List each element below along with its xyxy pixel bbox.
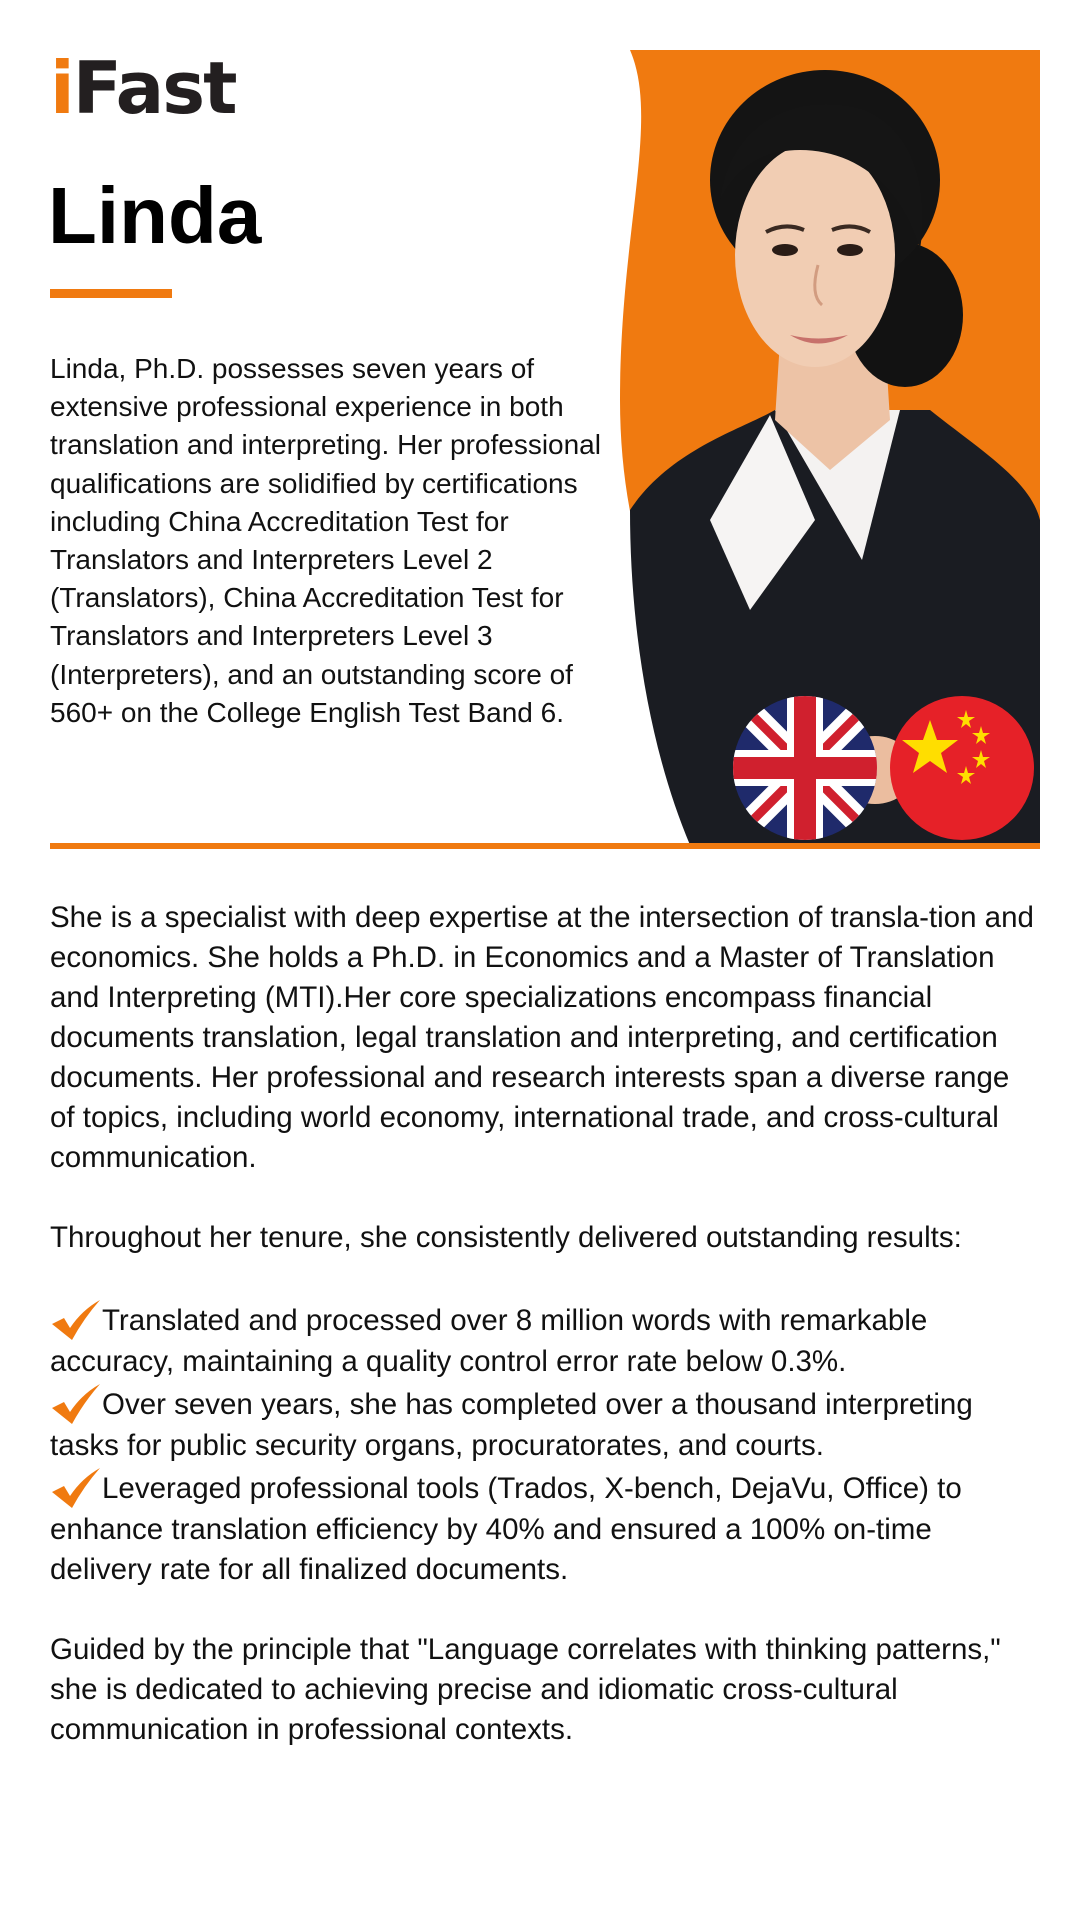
uk-flag-icon xyxy=(733,696,877,840)
ifast-logo xyxy=(50,46,236,130)
achievement-item xyxy=(50,1466,1040,1590)
achievement-item xyxy=(50,1298,1040,1382)
profile-name: Linda xyxy=(48,171,262,260)
logo-text: Fast xyxy=(72,46,236,130)
portrait-photo xyxy=(600,50,1040,845)
results-intro: Throughout her tenure, she consistently delivered outstanding results: xyxy=(50,1221,962,1254)
logo-i: i xyxy=(50,46,73,130)
profile-body xyxy=(50,898,1040,1750)
checkmark-icon xyxy=(50,1382,102,1426)
achievement-text: Leveraged professional tools (Trados, X-bench, DejaVu, Office) to enhance translation efficiency by 40% and ensured a 100% on-time delivery rate for all finalized documents. xyxy=(50,1472,962,1586)
closing-paragraph: Guided by the principle that "Language correlates with thinking patterns," she is dedicated to achieving precise and idiomatic cross-cultural communication in professional contexts. xyxy=(50,1633,1001,1746)
profile-intro: Linda, Ph.D. possesses seven years of extensive professional experience in both translation and interpreting. Her professional qualifications are solidified by certifications including China Accreditation Test for Translators and Interpreters Level 2 (Translators), China Accreditation Test for Translators and Interpreters Level 3 (Interpreters), and an outstanding score of 560+ on the College English Test Band 6. xyxy=(50,353,601,728)
checkmark-icon xyxy=(50,1298,102,1342)
section-divider xyxy=(50,843,1040,849)
specialist-paragraph: She is a specialist with deep expertise at the intersection of transla-tion and economics. She holds a Ph.D. in Economics and a Master of Translation and Interpreting (MTI).Her core specializations encompass financial documents translation, legal translation and interpreting, and certification documents. Her professional and research interests span a diverse range of topics, including world economy, international trade, and cross-cultural communication. xyxy=(50,901,1034,1174)
achievement-text: Translated and processed over 8 million words with remarkable accuracy, maintaining a quality control error rate below 0.3%. xyxy=(50,1304,928,1378)
checkmark-icon xyxy=(50,1466,102,1510)
achievement-item xyxy=(50,1382,1040,1466)
name-underline xyxy=(50,289,172,298)
china-flag-icon xyxy=(890,696,1034,840)
achievement-text: Over seven years, she has completed over a thousand interpreting tasks for public security organs, procuratorates, and courts. xyxy=(50,1388,973,1462)
